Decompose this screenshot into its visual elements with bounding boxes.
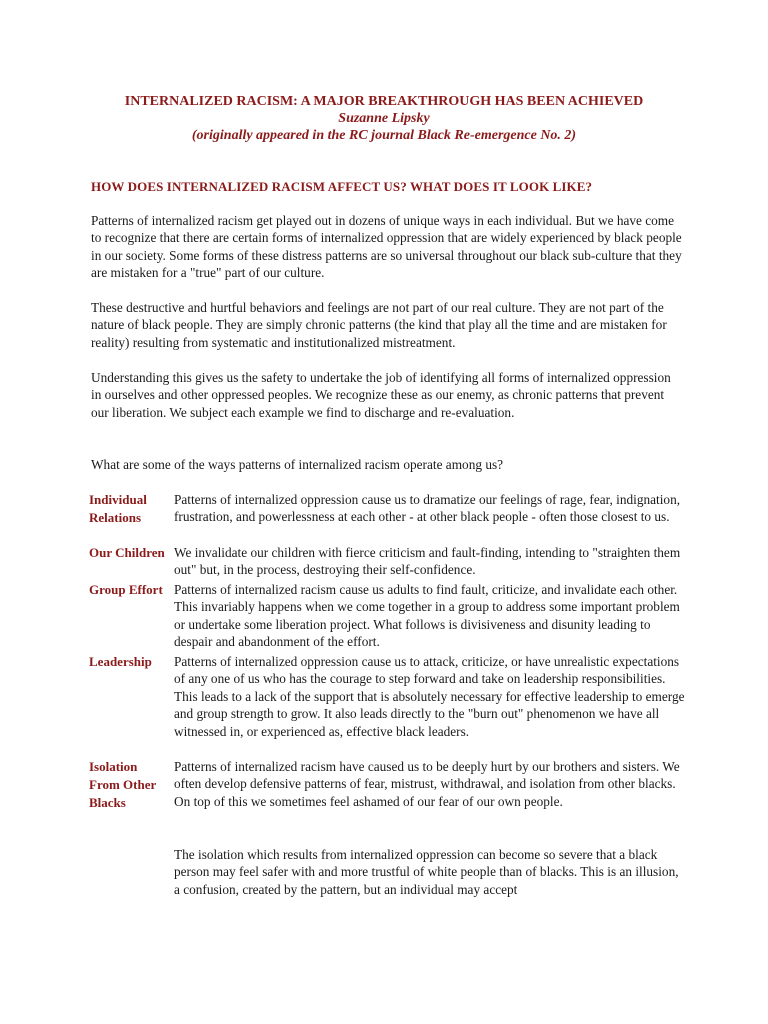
row-text-our-children: We invalidate our children with fierce criticism and fault-finding, intending to "straighten them out" but, in the process, destroying their self-confidence. <box>174 545 681 578</box>
row-text-individual-relations: Patterns of internalized oppression cause us to dramatize our feelings of rage, fear, indignation, frustration, and powerlessness at each other - at other black people - often those closest to us. <box>174 492 681 525</box>
body-paragraph-2: These destructive and hurtful behaviors and feelings are not part of our real culture. They are not part of the nature of black people. They are simply chronic patterns (the kind that play all the time and are mistaken for reality) resulting from systematic and institutionalized mistreatment. <box>91 300 667 350</box>
article-author: Suzanne Lipsky <box>338 111 430 126</box>
row-text-group-effort: Patterns of internalized racism cause us adults to find fault, criticize, and invalidate each other. This invariably happens when we come together in a group to address some important problem or undertake some liberation project. What follows is divisiveness and disunity leading to despair and abandonment of the effort. <box>174 582 680 650</box>
row-label-group-effort: Group Effort <box>89 582 163 597</box>
row-label-leadership: Leadership <box>89 654 152 669</box>
body-paragraph-3: Understanding this gives us the safety to undertake the job of identifying all forms of internalized oppression in ourselves and other oppressed peoples. We recognize these as our enemy, as chronic patterns that prevent our liberation. We subject each example we find to discharge and re-evaluation. <box>91 370 671 420</box>
publication-note: (originally appeared in the RC journal Black Re-emergence No. 2) <box>191 128 577 143</box>
row-label-our-children: Our Children <box>89 545 165 560</box>
section-heading: HOW DOES INTERNALIZED RACISM AFFECT US? WHAT DOES IT LOOK LIKE? <box>91 179 593 194</box>
body-paragraph-1: Patterns of internalized racism get played out in dozens of unique ways in each individual. But we have come to recognize that there are certain forms of internalized oppression that are widely experienced by black people in our society. Some forms of these distress patterns are so universal throughout our black sub-culture that they are mistaken for a "true" part of our culture. <box>91 213 682 281</box>
row-text-isolation: Patterns of internalized racism have caused us to be deeply hurt by our brothers and sisters. We often develop defensive patterns of fear, mistrust, withdrawal, and isolation from other blacks. On top of this we sometimes feel ashamed of our fear of our own people. <box>174 759 680 809</box>
row-text-leadership: Patterns of internalized oppression cause us to attack, criticize, or have unrealistic expectations of any one of us who has the courage to step forward and take on leadership responsibilities. This leads to a lack of the support that is absolutely necessary for effective leadership to emerge and group strength to grow. It also leads directly to the "burn out" phenomenon we have all witnessed in, or experienced as, effective black leaders. <box>174 654 685 739</box>
row-label-isolation: Isolation From Other Blacks <box>89 759 157 810</box>
continuation-paragraph: The isolation which results from internalized oppression can become so severe that a black person may feel safer with and more trustful of white people than of blacks. This is an illusion, a confusion, created by the pattern, but an individual may accept <box>174 847 679 897</box>
row-label-individual-relations: Individual Relations <box>89 492 147 525</box>
body-paragraph-4: What are some of the ways patterns of internalized racism operate among us? <box>91 457 504 472</box>
article-title: INTERNALIZED RACISM: A MAJOR BREAKTHROUGH HAS BEEN ACHIEVED <box>124 94 644 109</box>
